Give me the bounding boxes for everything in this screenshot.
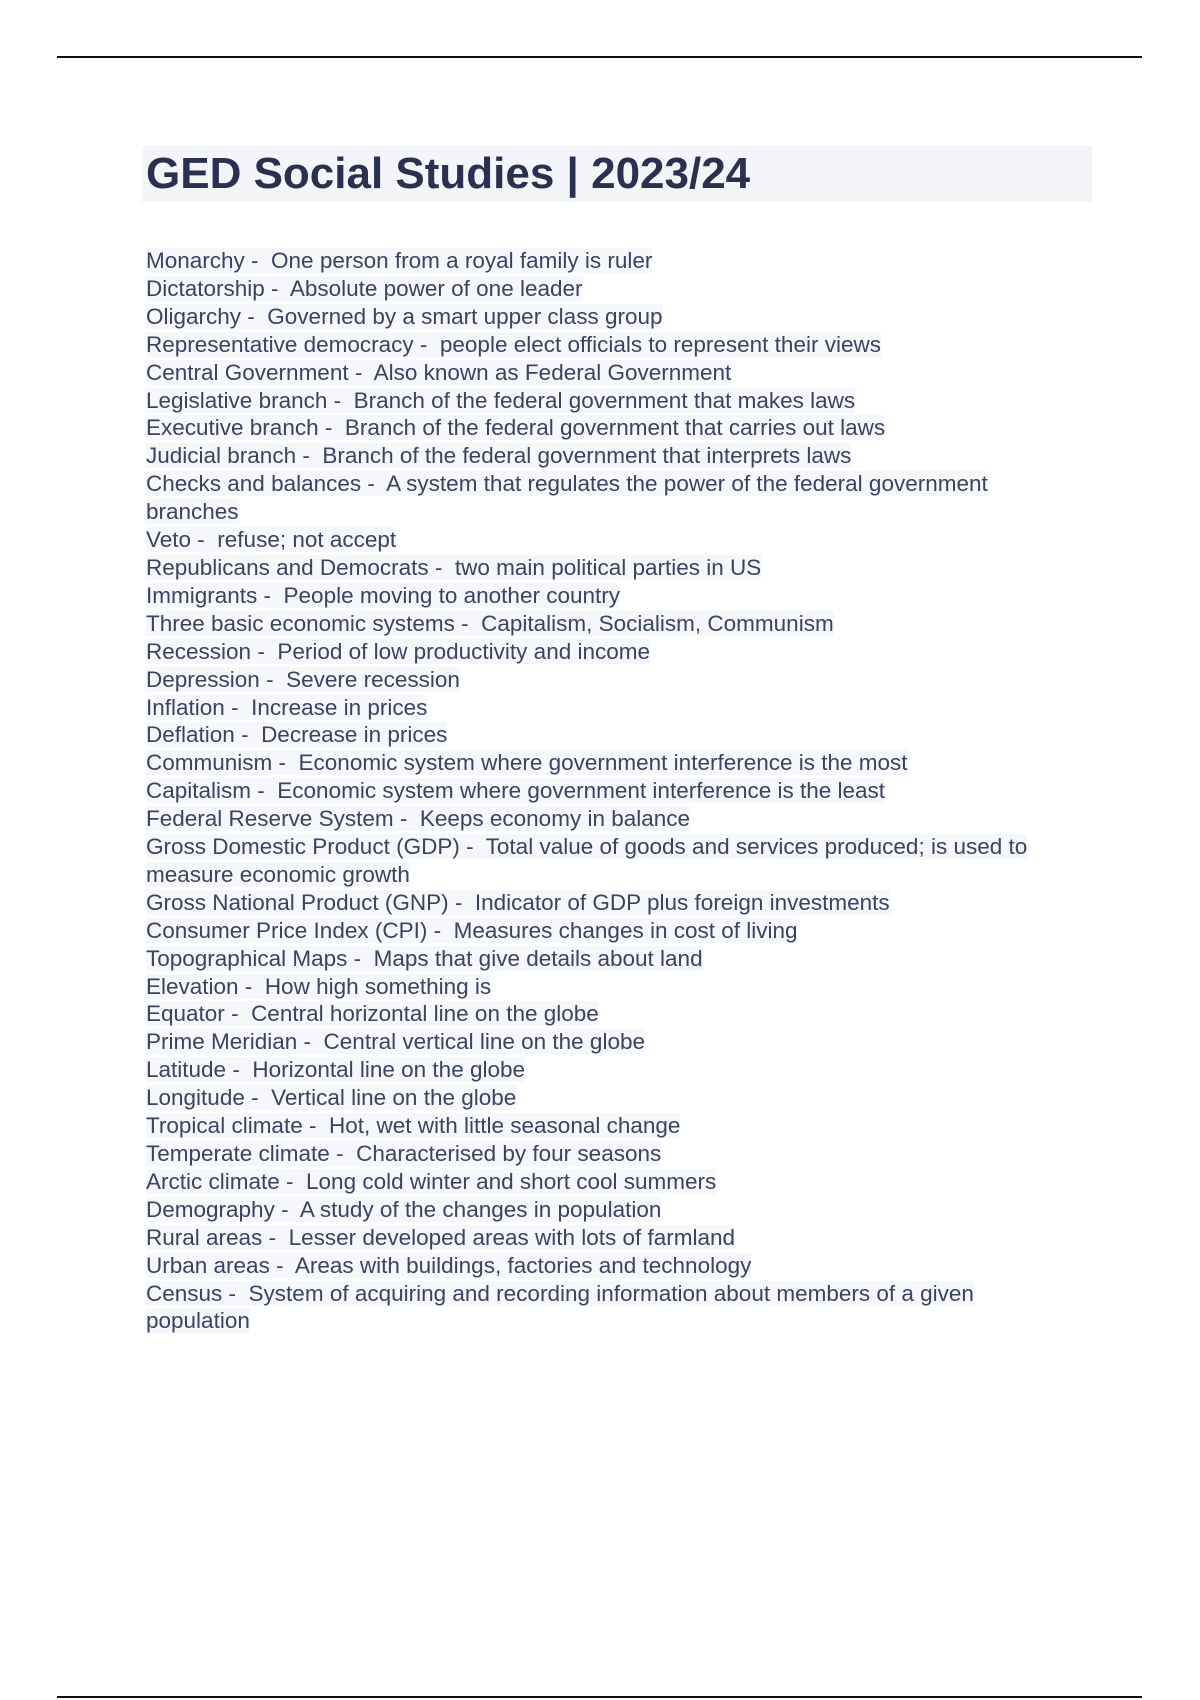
term-name: Topographical Maps	[146, 945, 348, 971]
term-entry	[146, 1028, 1076, 1056]
term-entry	[146, 833, 1076, 889]
term-separator: -	[327, 387, 354, 413]
term-definition: People moving to another country	[283, 582, 620, 608]
term-line	[146, 276, 583, 301]
term-line	[146, 1001, 599, 1026]
term-entry	[146, 973, 1076, 1001]
term-name: Republicans and Democrats	[146, 554, 429, 580]
term-name: Census	[146, 1280, 223, 1306]
term-entry	[146, 554, 1076, 582]
term-definition: One person from a royal family is ruler	[271, 248, 653, 273]
term-line	[146, 890, 890, 915]
term-line	[146, 1085, 516, 1110]
term-definition: Central vertical line on the globe	[323, 1029, 645, 1055]
term-definition: two main political parties in US	[454, 554, 762, 580]
term-name: Legislative branch	[146, 387, 328, 413]
term-definition: Economic system where government interference is the most	[298, 750, 908, 776]
term-line	[146, 1281, 974, 1334]
term-entry	[146, 247, 1076, 275]
term-name: Longitude	[146, 1085, 245, 1111]
term-separator: -	[448, 889, 475, 915]
term-name: Veto	[146, 527, 192, 553]
term-entry	[146, 1252, 1076, 1280]
term-definition: Capitalism, Socialism, Communism	[481, 610, 834, 636]
term-entry	[146, 889, 1076, 917]
term-entry	[146, 917, 1076, 945]
term-entry	[146, 749, 1076, 777]
term-line	[146, 722, 447, 747]
term-line	[146, 778, 885, 803]
term-line	[146, 750, 908, 775]
term-entry	[146, 638, 1076, 666]
term-name: Urban areas	[146, 1252, 270, 1278]
term-line	[146, 1057, 525, 1082]
term-line	[146, 1113, 680, 1138]
terms-list	[146, 247, 1076, 1335]
term-name: Tropical climate	[146, 1113, 303, 1139]
term-name: Representative democracy	[146, 331, 414, 357]
term-name: Rural areas	[146, 1224, 263, 1250]
term-definition: Increase in prices	[251, 694, 428, 720]
term-entry	[146, 1196, 1076, 1224]
term-name: Arctic climate	[146, 1168, 280, 1194]
term-line	[146, 471, 988, 524]
term-definition: Lesser developed areas with lots of farmland	[288, 1224, 736, 1250]
term-name: Capitalism	[146, 778, 252, 804]
term-definition: A study of the changes in population	[299, 1196, 662, 1222]
term-entry	[146, 666, 1076, 694]
term-separator: -	[259, 666, 287, 692]
term-separator: -	[251, 778, 278, 804]
term-separator: -	[244, 1085, 272, 1111]
term-separator: -	[238, 973, 265, 999]
term-name: Temperate climate	[146, 1141, 330, 1166]
term-definition: Period of low productivity and income	[277, 638, 651, 664]
term-separator: -	[297, 1029, 324, 1055]
term-separator: -	[427, 917, 454, 943]
term-name: Prime Meridian	[146, 1029, 298, 1055]
term-separator: -	[272, 750, 299, 776]
term-definition: Hot, wet with little seasonal change	[328, 1113, 681, 1139]
term-entry	[146, 470, 1076, 526]
term-entry	[146, 1000, 1076, 1028]
term-separator: -	[234, 722, 262, 748]
term-entry	[146, 777, 1076, 805]
term-line	[146, 695, 427, 720]
term-line	[146, 1225, 735, 1250]
term-entry	[146, 359, 1076, 387]
term-line	[146, 1197, 661, 1222]
term-line	[146, 974, 491, 999]
term-name: Dictatorship	[146, 275, 265, 301]
term-name: Communism	[146, 750, 273, 776]
term-name: Recession	[146, 638, 252, 664]
term-line	[146, 360, 731, 385]
term-separator: -	[348, 359, 374, 385]
term-name: Equator	[146, 1001, 225, 1027]
term-separator: -	[274, 1196, 300, 1222]
term-definition: Indicator of GDP plus foreign investments	[474, 889, 890, 915]
term-separator: -	[226, 1057, 253, 1083]
term-entry	[146, 1056, 1076, 1084]
term-line	[146, 946, 703, 971]
term-separator: -	[222, 1280, 249, 1306]
term-separator: -	[413, 331, 440, 357]
term-line	[146, 388, 855, 413]
term-line	[146, 611, 834, 636]
term-name: Gross Domestic Product (GDP)	[146, 834, 460, 860]
term-definition: Keeps economy in balance	[419, 806, 691, 832]
term-line	[146, 1141, 661, 1166]
term-entry	[146, 303, 1076, 331]
term-entry	[146, 526, 1076, 554]
term-entry	[146, 805, 1076, 833]
term-definition: Absolute power of one leader	[289, 275, 583, 301]
term-line	[146, 1169, 716, 1194]
term-name: Consumer Price Index (CPI)	[146, 917, 428, 943]
term-name: Demography	[146, 1196, 275, 1222]
term-separator: -	[224, 1001, 252, 1027]
term-separator: -	[191, 527, 218, 553]
term-definition: How high something is	[264, 973, 492, 999]
term-line	[146, 332, 881, 357]
term-separator: -	[241, 303, 268, 329]
term-separator: -	[251, 638, 278, 664]
term-separator: -	[279, 1168, 307, 1194]
term-line	[146, 806, 690, 831]
term-definition: Central horizontal line on the globe	[251, 1001, 599, 1027]
term-line	[146, 415, 885, 440]
term-entry	[146, 414, 1076, 442]
term-line	[146, 918, 798, 943]
term-name: Executive branch	[146, 415, 319, 441]
term-entry	[146, 721, 1076, 749]
term-definition: Severe recession	[286, 666, 460, 692]
term-separator: -	[257, 582, 284, 608]
term-definition: Branch of the federal government that carries out laws	[344, 415, 886, 441]
term-line	[146, 1029, 645, 1054]
term-definition: Horizontal line on the globe	[252, 1057, 526, 1083]
term-definition: Vertical line on the globe	[271, 1085, 517, 1111]
term-separator: -	[244, 248, 272, 273]
term-name: Three basic economic systems	[146, 610, 455, 636]
term-definition: System of acquiring and recording information about members of a given population	[146, 1280, 974, 1334]
term-line	[146, 443, 851, 468]
term-definition: Measures changes in cost of living	[453, 917, 798, 943]
term-name: Inflation	[146, 694, 225, 720]
term-line	[146, 583, 620, 608]
term-entry	[146, 442, 1076, 470]
term-separator: -	[318, 415, 345, 441]
term-line	[146, 527, 396, 552]
term-definition: Long cold winter and short cool summers	[306, 1168, 717, 1194]
term-line	[146, 667, 460, 692]
header-rule	[57, 56, 1142, 58]
term-definition: Governed by a smart upper class group	[267, 303, 663, 329]
term-name: Central Government	[146, 359, 349, 385]
term-definition: Branch of the federal government that interprets laws	[322, 443, 852, 469]
term-entry	[146, 1112, 1076, 1140]
term-separator: -	[454, 610, 482, 636]
term-name: Judicial branch	[146, 443, 297, 469]
term-line	[146, 834, 1027, 887]
term-definition: A system that regulates the power of the federal government branches	[146, 471, 988, 525]
term-separator: -	[296, 443, 323, 469]
term-line	[146, 304, 663, 329]
term-definition: Branch of the federal government that makes laws	[353, 387, 856, 413]
term-name: Elevation	[146, 973, 239, 999]
term-definition: refuse; not accept	[217, 527, 397, 553]
term-separator: -	[269, 1252, 295, 1278]
term-definition: Maps that give details about land	[373, 945, 703, 971]
footer-rule	[57, 1696, 1142, 1698]
term-name: Depression	[146, 666, 260, 692]
term-separator: -	[224, 694, 252, 720]
term-name: Monarchy	[146, 248, 245, 273]
term-separator: -	[302, 1113, 329, 1139]
term-definition: Decrease in prices	[261, 722, 448, 748]
term-separator: -	[264, 275, 290, 301]
term-name: Immigrants	[146, 582, 258, 608]
term-name: Checks and balances	[146, 471, 362, 497]
term-separator: -	[347, 945, 374, 971]
term-definition: Economic system where government interference is the least	[277, 778, 886, 804]
page-title: GED Social Studies | 2023/24	[146, 149, 751, 198]
term-definition: Also known as Federal Government	[373, 359, 732, 385]
term-line	[146, 639, 650, 664]
term-entry	[146, 1168, 1076, 1196]
term-definition: people elect officials to represent their views	[439, 331, 881, 357]
term-separator: -	[428, 554, 455, 580]
term-entry	[146, 945, 1076, 973]
term-name: Gross National Product (GNP)	[146, 889, 449, 915]
term-entry	[146, 331, 1076, 359]
term-name: Deflation	[146, 722, 235, 748]
term-line	[146, 555, 761, 580]
term-entry	[146, 1084, 1076, 1112]
term-entry	[146, 1224, 1076, 1252]
term-line	[146, 248, 652, 273]
term-name: Oligarchy	[146, 303, 242, 329]
term-separator: -	[262, 1224, 289, 1250]
term-definition: Characterised by four seasons	[356, 1141, 662, 1166]
term-separator: -	[459, 834, 486, 860]
term-entry	[146, 275, 1076, 303]
term-entry	[146, 694, 1076, 722]
term-separator: -	[329, 1141, 357, 1166]
term-name: Latitude	[146, 1057, 227, 1083]
term-separator: -	[393, 806, 420, 832]
term-entry	[146, 582, 1076, 610]
term-entry	[146, 610, 1076, 638]
term-name: Federal Reserve System	[146, 806, 394, 832]
term-definition: Total value of goods and services produced; is used to measure economic growth	[146, 834, 1028, 887]
term-line	[146, 1253, 751, 1278]
term-separator: -	[361, 471, 387, 497]
term-entry	[146, 1140, 1076, 1168]
term-definition: Areas with buildings, factories and technology	[294, 1252, 752, 1278]
term-entry	[146, 387, 1076, 415]
term-entry	[146, 1280, 1076, 1336]
